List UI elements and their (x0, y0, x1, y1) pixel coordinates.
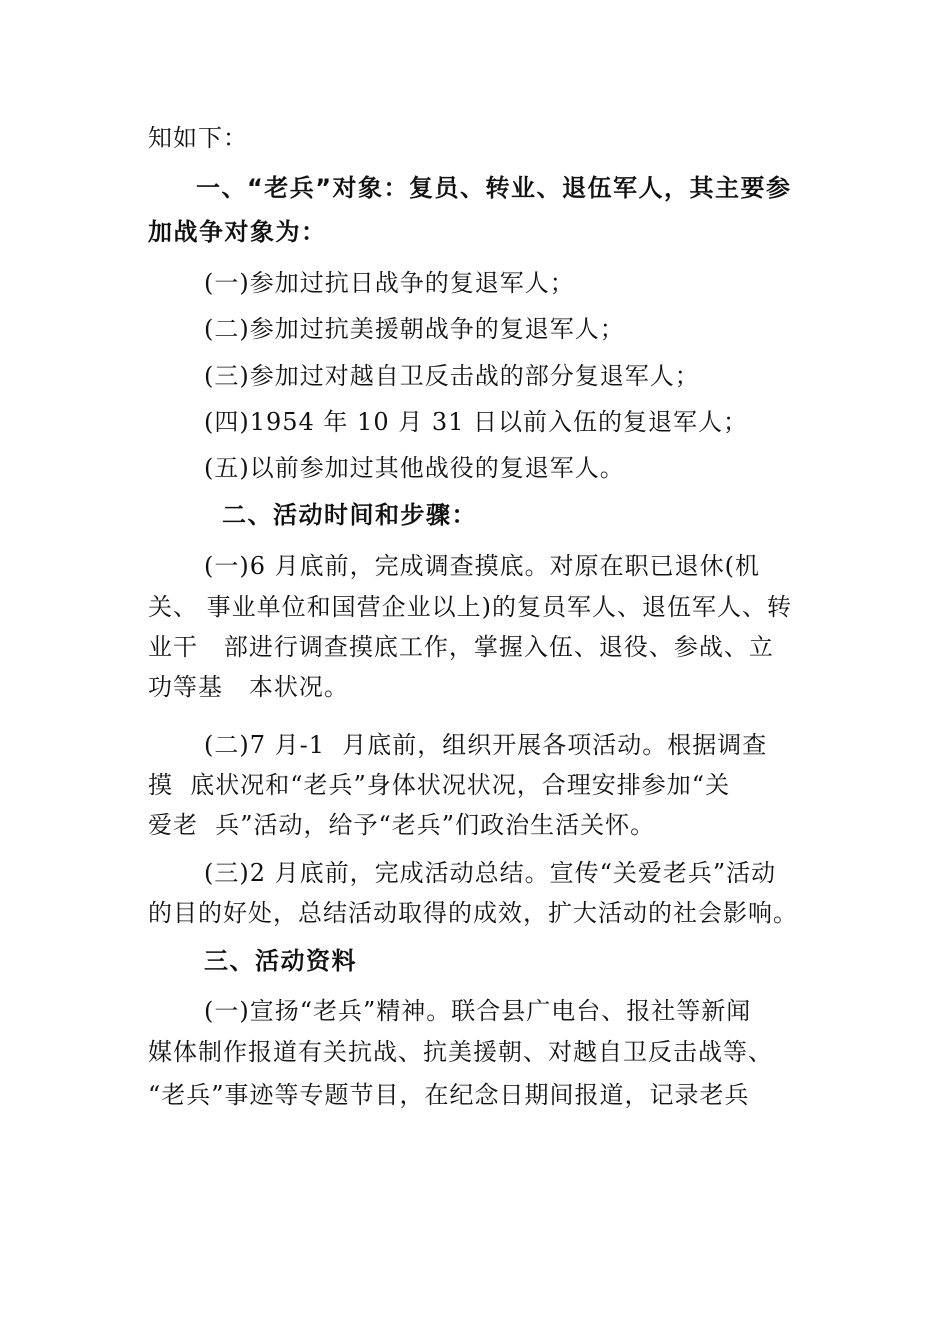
paragraph-line: “老兵”事迹等专题节目，在纪念日期间报道，记录老兵 (148, 1081, 750, 1109)
paragraph-line: 业干 部进行调查摸底工作，掌握入伍、退役、参战、立 (148, 633, 774, 661)
section-heading-continued: 加战争对象为： (148, 218, 327, 246)
paragraph-line: 功等基 本状况。 (148, 673, 349, 701)
list-item: (一)参加过抗日战争的复退军人； (204, 269, 575, 297)
paragraph-line: 摸 底状况和“老兵”身体状况状况，合理安排参加“关 (148, 771, 731, 799)
section-heading: 一、“老兵”对象：复员、转业、退伍军人，其主要参 (196, 174, 792, 202)
section-heading: 二、活动时间和步骤： (222, 501, 477, 529)
paragraph-line: 关、 事业单位和国营企业以上)的复员军人、退伍军人、转 (148, 593, 792, 621)
paragraph-line: 媒体制作报道有关抗战、抗美援朝、对越自卫反击战等、 (148, 1038, 773, 1066)
paragraph-line: (一)6 月底前，完成调查摸底。对原在职已退休(机 (204, 552, 760, 580)
paragraph-line: 的目的好处，总结活动取得的成效，扩大活动的社会影响。 (148, 899, 798, 927)
paragraph-line: 爱老 兵”活动，给予“老兵”们政治生活关怀。 (148, 811, 656, 839)
list-item: (四)1954 年 10 月 31 日以前入伍的复退军人； (204, 408, 749, 436)
paragraph-line: (一)宣扬“老兵”精神。联合县广电台、报社等新闻 (204, 997, 752, 1025)
list-item: (二)参加过抗美援朝战争的复退军人； (204, 315, 625, 343)
paragraph-line: (三)2 月底前，完成活动总结。宣传“关爱老兵”活动 (204, 859, 777, 887)
paragraph-line: (二)7 月-1 月底前，组织开展各项活动。根据调查 (204, 731, 768, 759)
list-item: (三)参加过对越自卫反击战的部分复退军人； (204, 362, 700, 390)
section-heading: 三、活动资料 (204, 947, 357, 975)
text-line: 知如下： (148, 124, 248, 152)
list-item: (五)以前参加过其他战役的复退军人。 (204, 454, 625, 482)
